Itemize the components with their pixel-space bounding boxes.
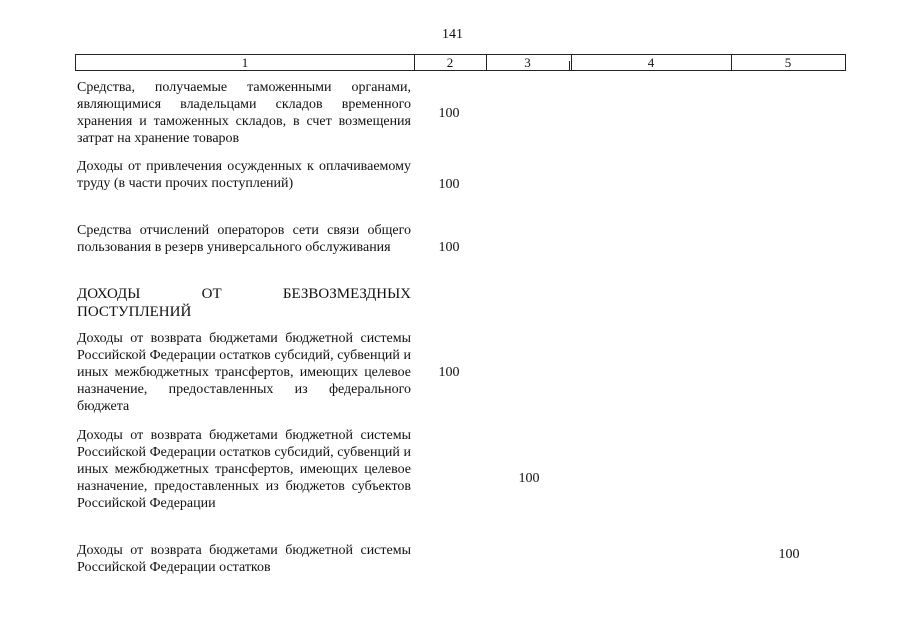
column-header-5: 5 bbox=[784, 55, 792, 70]
section-heading: ДОХОДЫ ОТ БЕЗВОЗМЕЗДНЫХ ПОСТУПЛЕНИЙ bbox=[77, 286, 411, 320]
table-row-value: 100 bbox=[438, 106, 460, 121]
table-row-value: 100 bbox=[438, 177, 460, 192]
column-header-4: 4 bbox=[647, 55, 655, 70]
column-header-2: 2 bbox=[446, 55, 454, 70]
table-row-label: Доходы от возврата бюджетами бюджетной системы Российской Федерации остатков субсидий, субвенций и иных межбюджетных трансфертов, имеющих целевое назначение, предоставленных из федерального бюджета bbox=[77, 331, 411, 414]
table-row-value: 100 bbox=[518, 471, 540, 486]
table-row-value: 100 bbox=[438, 365, 460, 380]
column-divider-tick bbox=[569, 61, 570, 70]
table-row-label: Доходы от возврата бюджетами бюджетной системы Российской Федерации остатков bbox=[77, 543, 411, 575]
table-row-label: Доходы от возврата бюджетами бюджетной системы Российской Федерации остатков субсидий, субвенций и иных межбюджетных трансфертов, имеющих целевое назначение, предоставленных из бюджетов субъектов Российской Федерации bbox=[77, 428, 411, 511]
page-number: 141 bbox=[442, 27, 463, 42]
table-row-value: 100 bbox=[778, 547, 800, 562]
column-header-1: 1 bbox=[241, 55, 249, 70]
table-row-label: Доходы от привлечения осужденных к оплачиваемому труду (в части прочих поступлений) bbox=[77, 159, 411, 191]
table-row-label: Средства отчислений операторов сети связи общего пользования в резерв универсального обслуживания bbox=[77, 223, 411, 255]
table-header-row bbox=[75, 54, 846, 71]
table-row-label: Средства, получаемые таможенными органами, являющимися владельцами складов временного хранения и таможенных складов, в счет возмещения затрат на хранение товаров bbox=[77, 80, 411, 146]
column-header-3: 3 bbox=[524, 55, 531, 70]
table-row-value: 100 bbox=[438, 240, 460, 255]
